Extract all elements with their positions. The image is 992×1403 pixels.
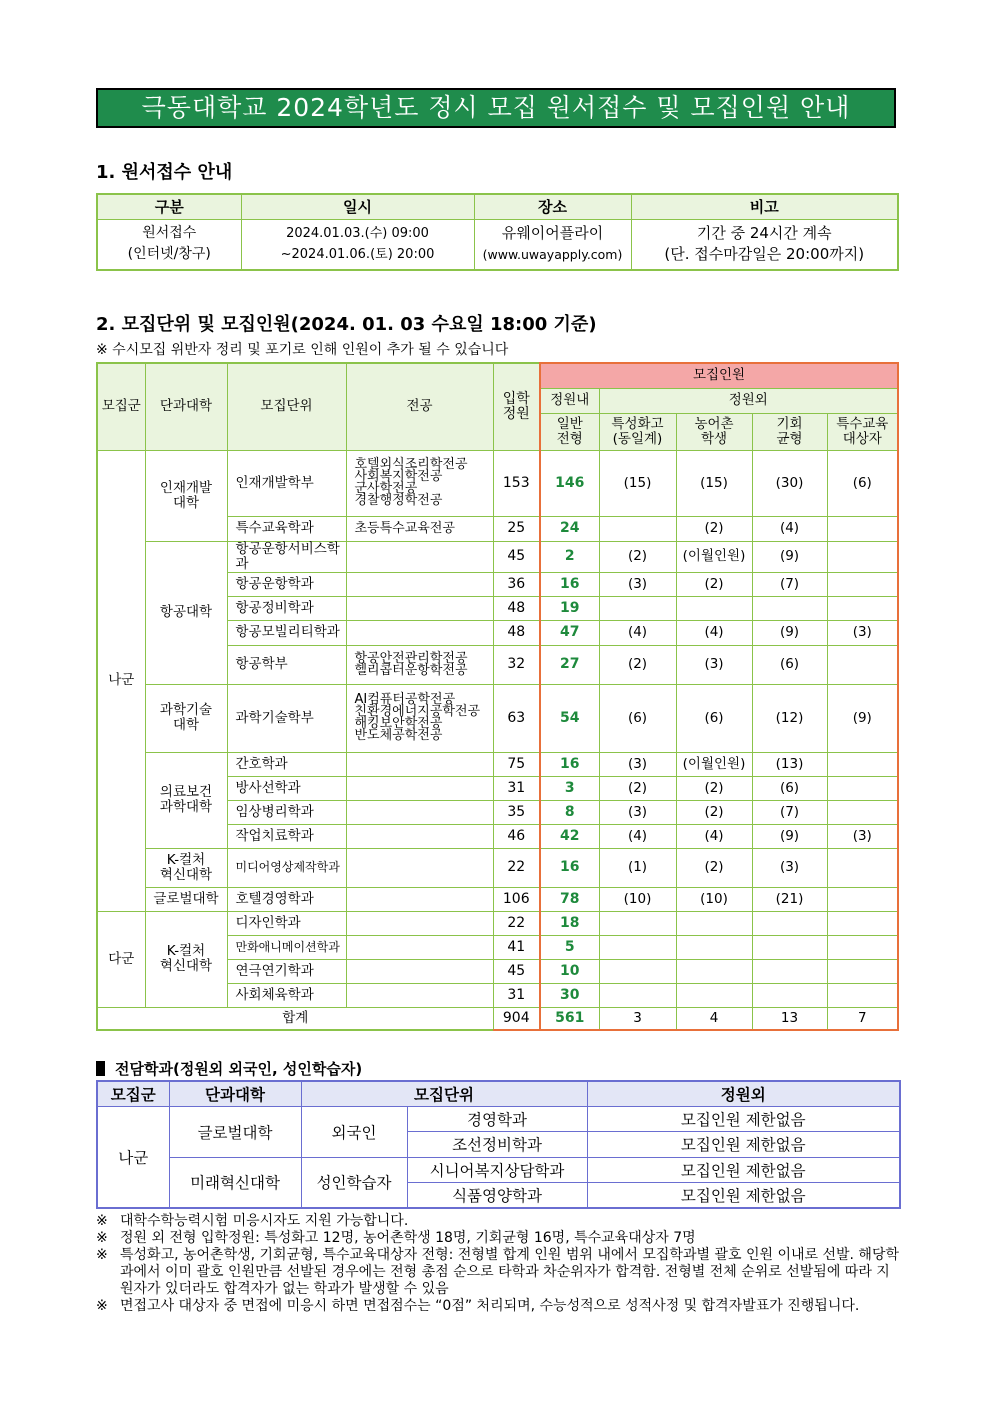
table-row-hs: (3) [599,752,676,776]
college-global: 글로벌대학 [145,887,227,911]
table-row-equal: (9) [752,824,827,848]
table-row-quota: 36 [493,572,540,596]
header-group: 모집군 [97,363,145,450]
header-college: 단과대학 [145,363,227,450]
table-row-farm: (2) [676,572,752,596]
table-row-sped: (3) [827,824,898,848]
header-group: 모집군 [97,1081,169,1106]
table-row-unit: 사회체육학과 [227,983,346,1007]
table-row-equal [752,983,827,1007]
table-row-unit: 작업치료학과 [227,824,346,848]
table-row-quota: 31 [493,776,540,800]
dedicated-dept-table [96,1080,901,1209]
table-row-quota: 46 [493,824,540,848]
table-row-hs: (6) [599,684,676,752]
total-equal: 13 [752,1007,827,1030]
table-row-hs: (2) [599,645,676,684]
table-row-sped [827,572,898,596]
table-row-general: 10 [540,959,599,983]
table-row-unit: 만화애니메이션학과 [227,935,346,959]
group-na: 나군 [97,1106,169,1208]
table-row-unit: 호텔경영학과 [227,887,346,911]
table-row-equal: (4) [752,516,827,541]
table-row-unit: 항공운항학과 [227,572,346,596]
table-row-hs [599,911,676,935]
total-hs: 3 [599,1007,676,1030]
table-row-equal: (12) [752,684,827,752]
table-row-hs: (10) [599,887,676,911]
table-row-unit: 간호학과 [227,752,346,776]
table-row-farm: (4) [676,824,752,848]
table-row-quota: 45 [493,541,540,572]
college-kculture-2: K-컬처 혁신대학 [145,911,227,1007]
table-row-farm: (3) [676,645,752,684]
table-row-hs: (3) [599,800,676,824]
header-note: 비고 [631,194,898,219]
table-row-quota: 모집인원 제한없음 [587,1183,900,1209]
header-recruit: 모집인원 [540,363,898,388]
table-row-equal: (7) [752,800,827,824]
table-row-equal: (3) [752,848,827,887]
table-row-majors: AI컴퓨터공학전공 친환경에너지공학전공 해킹보안학전공 반도체공학전공 [346,684,493,752]
table-row-majors [346,959,493,983]
table-row-quota: 32 [493,645,540,684]
note-item: ※ 면접고사 대상자 중 면접에 미응시 하면 면접점수는 “0점” 처리되며, 수능성적으로 성적사정 및 합격자발표가 진행됩니다. [96,1298,860,1314]
application-type: 원서접수 (인터넷/창구) [97,219,241,270]
header-special-hs: 특성화고 (동일계) [599,413,676,450]
recruitment-table [96,362,899,1031]
table-row-sped [827,911,898,935]
table-row-unit: 시니어복지상담학과 [407,1157,587,1183]
table-row-hs: (1) [599,848,676,887]
table-row-quota: 31 [493,983,540,1007]
table-row-quota: 75 [493,752,540,776]
table-row-majors [346,776,493,800]
header-outside: 정원외 [587,1081,900,1106]
table-row-majors [346,935,493,959]
table-row-unit: 인재개발학부 [227,450,346,516]
table-row-majors [346,887,493,911]
table-row-unit: 연극연기학과 [227,959,346,983]
table-row-farm: (2) [676,800,752,824]
table-row-general: 5 [540,935,599,959]
table-row-equal: (6) [752,776,827,800]
table-row-general: 27 [540,645,599,684]
total-label: 합계 [97,1007,493,1030]
table-row-equal: (13) [752,752,827,776]
table-row-farm [676,959,752,983]
note-item: ※ 대학수학능력시험 미응시자도 지원 가능합니다. [96,1213,409,1229]
table-row-farm: (10) [676,887,752,911]
table-row-majors [346,752,493,776]
application-period: 2024.01.03.(수) 09:00 ~2024.01.06.(토) 20:00 [241,219,474,270]
table-row-majors [346,911,493,935]
table-row-unit: 경영학과 [407,1106,587,1132]
table-row-general: 54 [540,684,599,752]
note-item: ※ 특성화고, 농어촌학생, 기회균형, 특수교육대상자 전형: 전형별 합계 인원 범위 내에서 모집학과별 괄호 인원 이내로 선발. 해당학과에서 이미 괄호 인원만큼 선발된 경우에는 전형 총점 순으로 타학과 차순위자가 합격함. 전형별 전체 순위로 선발됨에 따라 지원자가 있더라도 합격자가 없는 학과가 발생할 수 있음 [96,1247,899,1297]
header-major: 전공 [346,363,493,450]
college-kculture: K-컬처 혁신대학 [145,848,227,887]
type-adult: 성인학습자 [301,1157,407,1208]
header-farm: 농어촌 학생 [676,413,752,450]
table-row-equal: (21) [752,887,827,911]
table-row-farm [676,596,752,620]
table-row-equal: (9) [752,620,827,645]
table-row-unit: 항공정비학과 [227,596,346,620]
table-row-sped: (3) [827,620,898,645]
table-row-hs: (2) [599,776,676,800]
application-table [96,193,899,271]
table-row-farm: (2) [676,516,752,541]
college-health: 의료보건 과학대학 [145,752,227,848]
table-row-sped [827,645,898,684]
table-row-quota: 106 [493,887,540,911]
table-row-unit: 미디어영상제작학과 [227,848,346,887]
table-row-sped [827,776,898,800]
table-row-unit: 항공운항서비스학과 [227,541,346,572]
table-row-hs [599,983,676,1007]
college-hrd: 인재개발 대학 [145,450,227,541]
table-row-equal [752,911,827,935]
table-row-general: 42 [540,824,599,848]
table-row-farm [676,935,752,959]
table-row-sped [827,752,898,776]
table-row-majors [346,541,493,572]
header-inside: 정원내 [540,388,599,413]
header-place: 장소 [474,194,631,219]
table-row-sped [827,983,898,1007]
table-row-majors [346,596,493,620]
college-global: 글로벌대학 [169,1106,301,1157]
table-row-quota: 63 [493,684,540,752]
table-row-unit: 과학기술학부 [227,684,346,752]
table-row-quota: 모집인원 제한없음 [587,1157,900,1183]
page-title: 극동대학교 2024학년도 정시 모집 원서접수 및 모집인원 안내 [96,88,896,128]
table-row-equal: (9) [752,541,827,572]
table-row-sped [827,541,898,572]
table-row-unit: 항공모빌리티학과 [227,620,346,645]
table-row-sped [827,596,898,620]
table-row-majors [346,848,493,887]
table-row-unit: 디자인학과 [227,911,346,935]
table-row-majors [346,824,493,848]
college-future: 미래혁신대학 [169,1157,301,1208]
table-row-hs [599,596,676,620]
table-row-unit: 특수교육학과 [227,516,346,541]
section1-heading: 1. 원서접수 안내 [96,162,233,183]
table-row-hs: (2) [599,541,676,572]
table-row-farm: (이월인원) [676,541,752,572]
table-row-unit: 임상병리학과 [227,800,346,824]
table-row-quota: 22 [493,911,540,935]
table-row-farm: (2) [676,848,752,887]
table-row-general: 24 [540,516,599,541]
application-note: 기간 중 24시간 계속 (단. 접수마감일은 20:00까지) [631,219,898,270]
table-row-hs [599,959,676,983]
header-general: 일반 전형 [540,413,599,450]
header-equal: 기회 균형 [752,413,827,450]
table-row-farm: (15) [676,450,752,516]
college-aviation: 항공대학 [145,541,227,684]
table-row-majors [346,800,493,824]
table-row-general: 3 [540,776,599,800]
table-row-quota: 48 [493,596,540,620]
header-college: 단과대학 [169,1081,301,1106]
table-row-farm: (6) [676,684,752,752]
table-row-sped [827,959,898,983]
group-da: 다군 [97,911,145,1007]
table-row-sped [827,848,898,887]
college-science: 과학기술 대학 [145,684,227,752]
table-row-unit: 항공학부 [227,645,346,684]
table-row-general: 78 [540,887,599,911]
type-foreign: 외국인 [301,1106,407,1157]
table-row-hs: (4) [599,620,676,645]
table-row-sped [827,935,898,959]
table-row-general: 18 [540,911,599,935]
table-row-equal: (30) [752,450,827,516]
table-row-quota: 35 [493,800,540,824]
table-row-general: 16 [540,752,599,776]
table-row-quota: 모집인원 제한없음 [587,1132,900,1158]
table-row-sped: (9) [827,684,898,752]
header-unit: 모집단위 [301,1081,587,1106]
table-row-equal: (6) [752,645,827,684]
table-row-farm [676,983,752,1007]
bullet-square-icon [96,1061,105,1076]
table-row-sped [827,800,898,824]
table-row-farm: (이월인원) [676,752,752,776]
table-row-general: 146 [540,450,599,516]
table-row-equal [752,596,827,620]
table-row-equal [752,935,827,959]
table-row-hs [599,516,676,541]
header-quota: 입학 정원 [493,363,540,450]
header-unit: 모집단위 [227,363,346,450]
table-row-general: 8 [540,800,599,824]
table-row-quota: 모집인원 제한없음 [587,1106,900,1132]
table-row-equal [752,959,827,983]
table-row-farm: (4) [676,620,752,645]
table-row-sped [827,887,898,911]
section2-heading: 2. 모집단위 및 모집인원(2024. 01. 03 수요일 18:00 기준) [96,314,597,335]
group-na: 나군 [97,450,145,911]
table-row-general: 19 [540,596,599,620]
application-place: 유웨이어플라이 (www.uwayapply.com) [474,219,631,270]
table-row-quota: 48 [493,620,540,645]
section2-note: ※ 수시모집 위반자 정리 및 포기로 인해 인원이 추가 될 수 있습니다 [96,342,509,358]
section3-heading: 전담학과(정원외 외국인, 성인학습자) [96,1058,362,1079]
table-row-general: 47 [540,620,599,645]
table-row-sped [827,516,898,541]
table-row-quota: 45 [493,959,540,983]
table-row-general: 16 [540,572,599,596]
table-row-quota: 41 [493,935,540,959]
header-type: 구분 [97,194,241,219]
table-row-hs: (4) [599,824,676,848]
note-item: ※ 정원 외 전형 입학정원: 특성화고 12명, 농어촌학생 18명, 기회균형 16명, 특수교육대상자 7명 [96,1230,696,1246]
header-outside: 정원외 [599,388,898,413]
total-sped: 7 [827,1007,898,1030]
table-row-unit: 식품영양학과 [407,1183,587,1209]
table-row-majors [346,620,493,645]
table-row-quota: 153 [493,450,540,516]
header-date: 일시 [241,194,474,219]
total-farm: 4 [676,1007,752,1030]
table-row-majors: 항공안전관리학전공 헬리콥터운항학전공 [346,645,493,684]
table-row-sped: (6) [827,450,898,516]
table-row-unit: 조선정비학과 [407,1132,587,1158]
table-row-general: 30 [540,983,599,1007]
table-row-hs: (15) [599,450,676,516]
table-row-majors: 호텔외식조리학전공 사회복지학전공 군사학전공 경찰행정학전공 [346,450,493,516]
table-row-majors [346,983,493,1007]
table-row-farm [676,911,752,935]
table-row-unit: 방사선학과 [227,776,346,800]
table-row-hs: (3) [599,572,676,596]
table-row-general: 16 [540,848,599,887]
notes-list [96,1213,899,1315]
table-row-equal: (7) [752,572,827,596]
table-row-general: 2 [540,541,599,572]
table-row-majors: 초등특수교육전공 [346,516,493,541]
total-general: 561 [540,1007,599,1030]
table-row-quota: 22 [493,848,540,887]
header-special-ed: 특수교육 대상자 [827,413,898,450]
table-row-quota: 25 [493,516,540,541]
table-row-majors [346,572,493,596]
total-quota: 904 [493,1007,540,1030]
table-row-hs [599,935,676,959]
table-row-farm: (2) [676,776,752,800]
